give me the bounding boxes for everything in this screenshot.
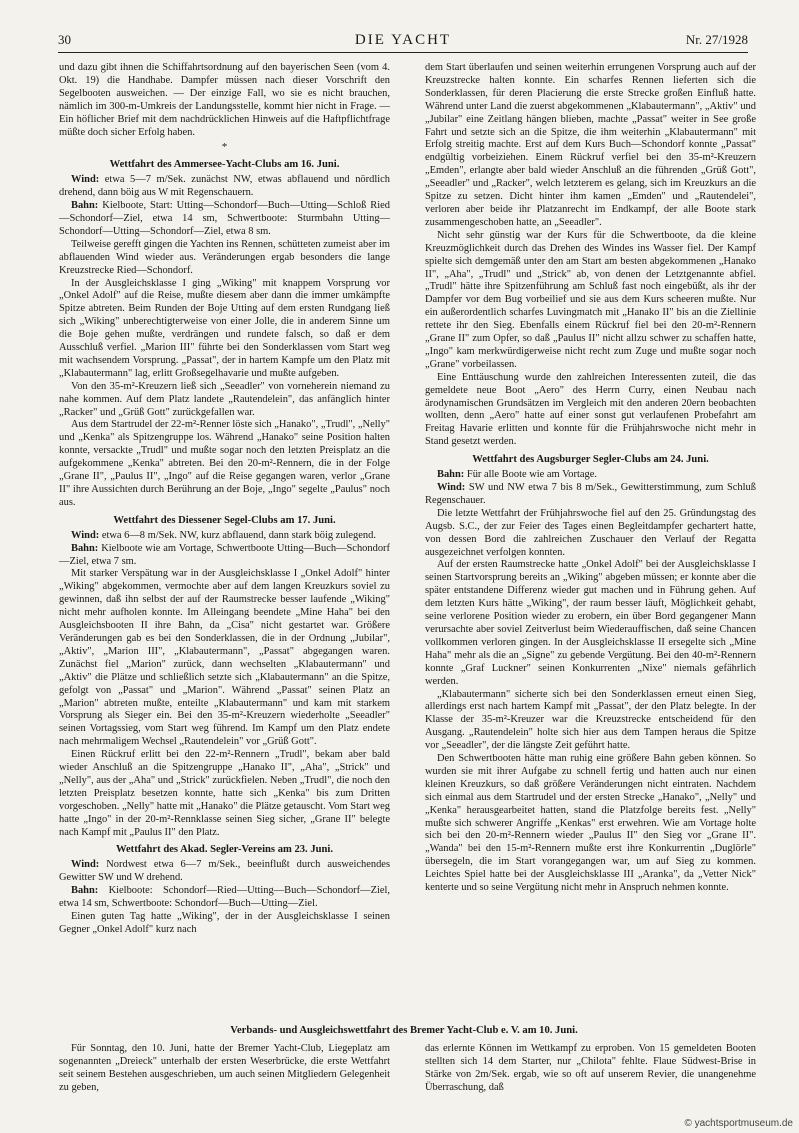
paragraph: dem Start überlaufen und seinen weiterhin errungenen Vorsprung auch auf der Kreuzstrecke halten konnte. Ein scharfes Rennen lieferten sich die Sonderklassen, für deren Placierung die erste Strecke großen Einfluß hatte. Während unter Land die zuerst abgekommenen „Klabautermann", „Aktiv" und „Jubilar" eine Zeitlang hängen blieben, machte „Passat" weiter in See große Fahrt und setzte sich an die Spitze, die ihm weiterhin „Klabautermann" mit Erfolg streitig machte. Erst auf dem Kurs Buch—Schondorf konnte „Passat" endgültig vorbeiziehen. Einem Rückruf verfiel bei den 35-m²-Kreuzern „Emden", erlangte aber bald wieder Anschluß an die führenden „Grüß Gott", „Seeadler" und „Racker", welch letzterem es gelang, sich im Kreuzkurs an die Spitze zu setzen. Dicht hinter ihm kamen „Emden" und „Rautendelei", verloren aber beide ihr Platzanrecht im Endkampf, der alle Boote stark zusammengeschoben hatte, an „Seeadler".	[425, 62, 756, 228]
intro-paragraph: und dazu gibt ihnen die Schiffahrtsordnung auf den bayerischen Seen (vom 4. Okt. 19) die Handhabe. Dampfer müssen nach dieser Vorschrift den Segelbooten ausweichen. — Der einzige Fall, wo sie es nicht brauchen, nämlich im 300-m-Umkreis der Landungsstelle, kommt hier nicht in Frage. — Ein höflicher Brief mit dem nachdrücklichen Hinweis auf die Haftpflichtfrage müßte doch sicher Erfolg haben.	[59, 62, 390, 138]
paragraph: Den Schwertbooten hätte man ruhig eine größere Bahn geben können. So wurden sie mit ihrer Aufgabe zu schnell fertig und hatten auch nur einen kleinen Kreuzkurs, so daß größere Veränderungen nicht eintraten. Nachdem sich einmal aus dem Startrudel und der ersten Strecke „Hanako", „Nelly" und „Kenka" herausgearbeitet hatten, stand die Platzfolge bereits fest. „Nelly" mußte sich schwerer Angriffe „Kenkas" erst erwehren. Wie am Vortage holte sich bei den 20-m²-Rennern wieder „Paulus II" den Sieg vor „Grane II". „Wanda" bei den 15-m²-Rennern mußte erst ihre Konkurrentin „Duglörle" übersegeln, die im Start vorangegangen war, um auf Sieg zu kommen. Leichtes Spiel hatte bei der Ausgleichsklasse III „Aranka", da „Vetter Nick" kenterte und so seine Vergütung nicht mehr in Anspruch nehmen konnte.	[425, 753, 756, 894]
paragraph: Einen guten Tag hatte „Wiking", der in der Ausgleichsklasse I seinen Gegner „Onkel Adolf" kurz nach	[59, 911, 390, 935]
section-title-augsburg: Wettfahrt des Augsburger Segler-Clubs am 24. Juni.	[472, 454, 709, 466]
paragraph: Eine Enttäuschung wurde den zahlreichen Interessenten zuteil, die das gemeldete neue Boot „Aero" des Herrn Curry, einen Neubau nach ärodynamischen Grundsätzen im Vergleich mit den anderen 20ern beobachten wollten, denn „Aero" hatte auf einer sonst gut verlaufenen Probefahrt am Freitag Havarie erlitten und konnte für die Frühjahrswoche nicht mehr in Stand gesetzt werden.	[425, 371, 756, 448]
paragraph: Einen Rückruf erlitt bei den 22-m²-Rennern „Trudl", bekam aber bald wieder Anschluß an die Spitzengruppe „Hanako II", „Aha", „Strick" und „Nelly", aus der „Aha" und „Strick" zurückfielen. Neben „Trudl", die noch den letzten Preisplatz besetzen konnte, hatte sich „Kenka" bis zum Dritten vorgeschoben. „Nelly" hatte mit „Hanako" die Plätze getauscht. Vom Start weg hatte „Ingo" in der 20-m²-Rennklasse seinen Sieg sicher, „Grane II" belegte nach Kampf mit „Paulus II" den Platz.	[59, 749, 390, 838]
wind-line: Wind: SW und NW etwa 7 bis 8 m/Sek., Gewitterstimmung, zum Schluß Regenschauer.	[425, 482, 756, 506]
wind-label: Wind:	[71, 859, 100, 871]
paragraph: Die letzte Wettfahrt der Frühjahrswoche fiel auf den 25. Gründungstag des Augsb. S.C., der zur Feier des Tages einen Begleitdampfer gechartert hatte, von dessen Bord die zahlreichen Zuschauer den Verlauf der Regatta ausgezeichnet verfolgen konnten.	[425, 507, 756, 558]
bottom-left-column	[59, 1043, 390, 1095]
watermark: © yachtsportmuseum.de	[684, 1118, 793, 1129]
course-label: Bahn:	[71, 200, 99, 212]
section-divider: *	[221, 141, 228, 154]
wind-line: Wind: Nordwest etwa 6—7 m/Sek., beeinflußt durch ausweichendes Gewitter SW und W drehend.	[59, 859, 390, 884]
paragraph: das erlernte Können im Wettkampf zu erproben. Von 15 gemeldeten Booten stellten sich 14 dem Starter, nur „Chilota" fehlte. Flaue Südwest-Brise in Stärke von 2m/Sek. ergab, wie so oft auf unserem Revier, die unangenehme Überraschung, daß	[425, 1043, 756, 1093]
paragraph: Nicht sehr günstig war der Kurs für die Schwertboote, da die kleine Kreuzmöglichkeit durch das Drehen des Windes ins Wasser fiel. Der Kampf spielte sich demgemäß unter den am Start am besten abgekommenen „Hanako II", „Aha", „Trudl" und „Strick" ab, von denen der Letztgenannte abfiel. „Trudl" hätte ihre Spitzenführung am Schluß fast noch eingebüßt, als ihr der Dampfer vor dem Bug vorbeilief und sie aus dem Kurs scheeren mußte. Nur ein außerordentlich scharfes Luvingmatch mit „Hanako II" bis an die Ziellinie rettete ihr den Sieg. Ebenfalls einem Rückruf fiel bei den 20-m²-Rennern „Grane II" zum Opfer, so daß „Paulus II" nicht allzu schwer zu schaffen hatte, „Ingo" kam merkwürdigerweise nicht recht zum Zuge und mußte sogar noch „Grane" vorbeilassen.	[425, 229, 756, 370]
page-number: 30	[58, 32, 71, 47]
paragraph: „Klabautermann" sicherte sich bei den Sonderklassen erneut einen Sieg, allerdings erst nach hartem Kampf mit „Passat", der den Platz belegte. In der Klasse der 35-m²-Kreuzer war die Kreuzstrecke entscheidend für den Ausgang. „Rautendelein" holte sich hier aus dem Tampen heraus die Spitze vor „Seeadler", der die längste Zeit geführt hatte.	[425, 688, 756, 752]
section-title-akad: Wettfahrt des Akad. Segler-Vereins am 23. Juni.	[115, 844, 334, 856]
left-column	[59, 62, 390, 937]
right-column	[425, 62, 756, 895]
paragraph: Für Sonntag, den 10. Juni, hatte der Bremer Yacht-Club, Liegeplatz am sogenannten „Dreieck" unterhalb der ersten Weserbrücke, die erste Wettfahrt seit seinem Bestehen ausgeschrieben, um auch seinen Mitgliedern Gelegenheit zu geben,	[59, 1043, 390, 1093]
wind-line: Wind: etwa 5—7 m/Sek. zunächst NW, etwas abflauend und nördlich drehend, dann böig aus W mit Regenschauern.	[59, 174, 390, 199]
paragraph: In der Ausgleichsklasse I ging „Wiking" mit knappem Vorsprung vor „Onkel Adolf" auf die Reise, mußte diesem aber dann die immer umkämpfte Spitze abtreten. Beim Runden der Boje Utting auf dem ersten Rundgang ließ sich „Wiking" unberechtigterweise von einer Jolle, die in anderem Sinne um die Boje gehen mußte, verdrängen und rundete falsch, so daß er dem Ausschluß verfiel. „Marion III" führte bei den Sonderklassen vom Start weg mit wachsendem Vorsprung. „Passat", der in hartem Kampfe um den Platz mit „Klabautermann" lag, erlitt Großsegelhavarie und mußte aufgeben.	[59, 277, 390, 379]
course-line: Bahn: Kielboote, Start: Utting—Schondorf—Buch—Utting—Schloß Ried—Schondorf—Ziel, etwa 14 sm, Schwertboote: Sturmbahn Utting—Schondorf—Utting—Schondorf—Ziel, etwa 8 sm.	[59, 200, 390, 237]
wind-label: Wind:	[71, 529, 100, 541]
section-title-bremen: Verbands- und Ausgleichswettfahrt des Bremer Yacht-Club e. V. am 10. Juni.	[230, 1025, 578, 1036]
wind-line: Wind: etwa 6—8 m/Sek. NW, kurz abflauend, dann stark böig zulegend.	[71, 529, 376, 541]
section-title-ammersee: Wettfahrt des Ammersee-Yacht-Clubs am 16. Juni.	[109, 159, 340, 171]
course-line: Bahn: Kielboote wie am Vortage, Schwertboote Utting—Buch—Schondorf—Ziel, etwa 7 sm.	[59, 542, 390, 567]
bottom-right-column	[425, 1043, 756, 1095]
wind-label: Wind:	[437, 482, 466, 493]
wind-label: Wind:	[71, 174, 100, 186]
paragraph: Mit starker Verspätung war in der Ausgleichsklasse I „Onkel Adolf" hinter „Wiking" abgekommen, vermochte aber auf dem langen Kreuzkurs soviel zu gewinnen, daß ihn selbst der auf der Raumstrecke besser laufende „Wiking" nicht mehr aufholen konnte. Im Alleingang beendete „Mine Haha" bei den Ausgleichsbooten II ihre Bahn, da „Cisa" nicht gestartet war. Größere Veränderungen gab es bei den Sonderklassen, die in der Ordnung „Jubilar", „Aktiv", „Marion III", „Klabautermann", „Passat" abgegangen waren. Zunächst fiel „Marion" zurück, dann wechselten „Klabautermann" und „Aktiv" die Plätze und schließlich setzte sich „Klabautermann" an die Spitze, gefolgt von „Passat" und „Marion". Während „Passat" seinen Platz an „Marion" abtreten mußte, enteilte „Klabautermann" und kam mit starkem Vorsprung als Sieger ein. Bei den 35-m²-Kreuzern wiederholte „Seeadler" seinen Vortagssieg, vom Start weg führend. Im Kampf um den Platz endete nach mehrmaligem Wechsel „Rautendelein" vor „Grüß Gott".	[59, 568, 390, 748]
course-label: Bahn:	[437, 469, 465, 481]
paragraph: Teilweise gerefft gingen die Yachten ins Rennen, schütteten zumeist aber im abflauenden Wind wieder aus. Veränderungen ergab besonders die lange Kreuzstrecke Ried—Schondorf.	[59, 238, 390, 276]
paragraph: Von den 35-m²-Kreuzern ließ sich „Seeadler" von vorneherein niemand zu nahe kommen. Auf dem Platz landete „Rautendelein", das anfänglich hinter „Racker" und „Grüß Gott" zurückgefallen war.	[59, 380, 390, 418]
course-label: Bahn:	[71, 885, 99, 897]
section-title-diessen: Wettfahrt des Diessener Segel-Clubs am 17. Juni.	[113, 514, 336, 526]
paragraph: Aus dem Startrudel der 22-m²-Renner löste sich „Hanako", „Trudl", „Nelly" und „Kenka" als Spitzengruppe los. Während „Hanako" seine Position halten konnte, versackte „Trudl" und mußte sogar noch den letzten Preisplatz an die aufgekommene „Kenka" abtreten. Bei den 20-m²-Rennern, die in der Folge „Grane II", „Paulus II", „Ingo" auf die Reise gegangen waren, verlor „Grane II" ihre Aussichten durch Berührung an der Boje, „Ingo" segelte „Paulus" noch aus.	[59, 419, 390, 508]
journal-title: DIE YACHT	[354, 32, 452, 48]
paragraph: Auf der ersten Raumstrecke hatte „Onkel Adolf" bei der Ausgleichsklasse I seinen Startvorsprung bereits an „Wiking" abgeben müssen; er konnte aber die später entstandene Differenz wieder gut machen und in Führung gehen. Auf dem letzten Kurs hätte „Wiking", der raum besser läuft, Möglichkeit gehabt, seine verlorene Position wieder zu erobern, ein über Bord gegangener Mann verursachte aber soviel Zeitverlust beim Wiederauffischen, daß seine Chancen vollkommen verloren gingen. In der Ausgleichsklasse II ersegelte sich „Mine Haha" mehr als die an „Signe" zu gebende Vergütung. Bei den 40-m²-Rennern konnte „Graf Luckner" seinen Konkurrenten „Nixe" niemals gefährlich werden.	[425, 559, 756, 687]
issue-number: Nr. 27/1928	[685, 32, 748, 47]
course-line: Bahn: Kielboote: Schondorf—Ried—Utting—Buch—Schondorf—Ziel, etwa 14 sm, Schwertboote: Schondorf—Buch—Utting—Ziel.	[59, 885, 390, 910]
course-line: Bahn: Für alle Boote wie am Vortage.	[437, 469, 597, 481]
course-label: Bahn:	[71, 542, 99, 554]
page-header	[58, 30, 748, 53]
